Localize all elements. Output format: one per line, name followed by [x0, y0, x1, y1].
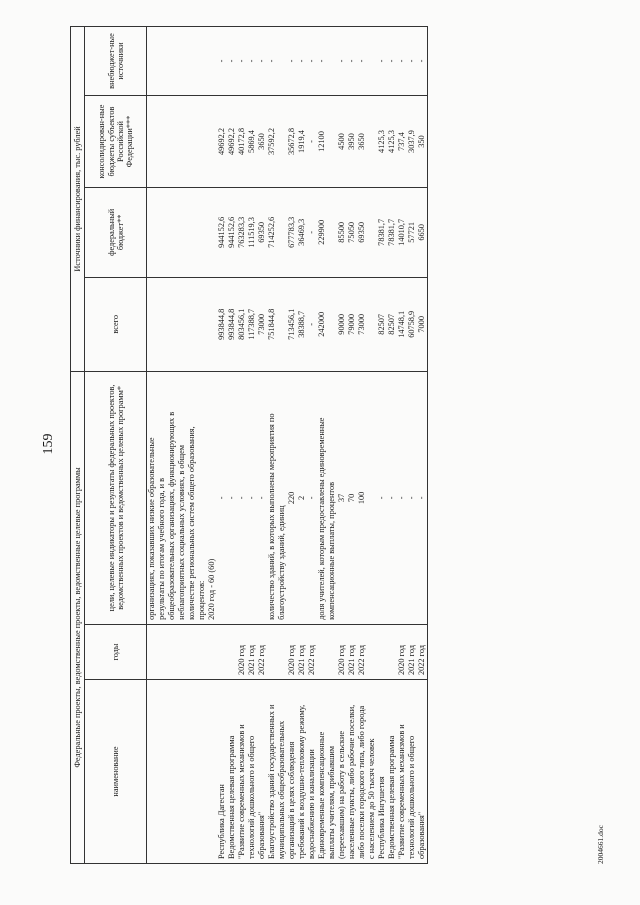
cell-total [197, 277, 207, 371]
table-row [237, 27, 247, 864]
cell-year [227, 624, 237, 679]
table-row [287, 27, 297, 864]
cell-federal: 85500 [337, 188, 347, 278]
cell-regional [327, 96, 337, 188]
cell-year [267, 624, 277, 679]
cell-federal: 57721 [407, 188, 417, 278]
cell-extrabudget [207, 27, 217, 96]
cell-extrabudget: - [287, 27, 297, 96]
cell-total: 117388,7 [247, 277, 257, 371]
cell-regional [167, 96, 177, 188]
cell-name: образования" [417, 680, 428, 864]
cell-indicator: 2020 год - 60 (60) [207, 371, 217, 624]
cell-total: 79000 [347, 277, 357, 371]
header-regional: консолидирован-ные бюджеты субъектов Российской Федерации*** [85, 96, 147, 188]
table-row [147, 27, 158, 864]
cell-year [277, 624, 287, 679]
cell-indicator: - [307, 371, 317, 624]
cell-federal: 677783,3 [287, 188, 297, 278]
cell-year [207, 624, 217, 679]
cell-extrabudget: - [297, 27, 307, 96]
cell-name: либо поселки городского типа, либо города [357, 680, 367, 864]
cell-total: 90000 [337, 277, 347, 371]
cell-total [277, 277, 287, 371]
cell-federal: 763283,3 [237, 188, 247, 278]
table-row [197, 27, 207, 864]
cell-indicator: - [227, 371, 237, 624]
cell-federal [167, 188, 177, 278]
cell-name: Ведомственная целевая программа [387, 680, 397, 864]
cell-regional: 5869,4 [247, 96, 257, 188]
cell-indicator: количество зданий, в которых выполнены мероприятия по [267, 371, 277, 624]
header-name: наименование [85, 680, 147, 864]
cell-indicator: - [417, 371, 428, 624]
cell-federal: 75050 [347, 188, 357, 278]
header-years: годы [85, 624, 147, 679]
cell-extrabudget: - [337, 27, 347, 96]
cell-indicator: - [377, 371, 387, 624]
cell-name: населенные пункты, либо рабочие поселки, [347, 680, 357, 864]
cell-extrabudget [277, 27, 287, 96]
cell-name: "Развитие современных механизмов и [237, 680, 247, 864]
table-row [397, 27, 407, 864]
cell-year [367, 624, 377, 679]
table-row [307, 27, 317, 864]
table-row [327, 27, 337, 864]
cell-regional: 3950 [347, 96, 357, 188]
cell-name: Ведомственная целевая программа [227, 680, 237, 864]
cell-extrabudget: - [257, 27, 267, 96]
cell-year [177, 624, 187, 679]
cell-regional [177, 96, 187, 188]
cell-federal [147, 188, 158, 278]
cell-indicator: 100 [357, 371, 367, 624]
cell-total [207, 277, 217, 371]
cell-indicator: 2 [297, 371, 307, 624]
cell-indicator: - [237, 371, 247, 624]
cell-total: 993844,8 [227, 277, 237, 371]
cell-extrabudget: - [317, 27, 327, 96]
cell-year: 2022 год [417, 624, 428, 679]
cell-name: Благоустройство зданий государственных и [267, 680, 277, 864]
cell-regional: 3650 [357, 96, 367, 188]
cell-extrabudget [327, 27, 337, 96]
cell-name: "Развитие современных механизмов и [397, 680, 407, 864]
header-group-financing: Источники финансирования, тыс. рублей [71, 27, 85, 372]
cell-year: 2022 год [307, 624, 317, 679]
cell-total: 82507 [387, 277, 397, 371]
cell-indicator: организациях, показавших низкие образовательные [147, 371, 158, 624]
cell-extrabudget: - [247, 27, 257, 96]
cell-indicator: 70 [347, 371, 357, 624]
cell-total: 242000 [317, 277, 327, 371]
cell-extrabudget [187, 27, 197, 96]
cell-indicator: - [407, 371, 417, 624]
cell-total: 73000 [357, 277, 367, 371]
cell-year [387, 624, 397, 679]
cell-federal: 714252,6 [267, 188, 277, 278]
cell-total: 14748,1 [397, 277, 407, 371]
cell-extrabudget [167, 27, 177, 96]
table-row [297, 27, 307, 864]
cell-total: 713456,1 [287, 277, 297, 371]
cell-extrabudget: - [377, 27, 387, 96]
table-row [387, 27, 397, 864]
cell-indicator [367, 371, 377, 624]
cell-total: 73000 [257, 277, 267, 371]
cell-year: 2020 год [287, 624, 297, 679]
cell-indicator: - [217, 371, 227, 624]
cell-year [327, 624, 337, 679]
table-body [147, 27, 428, 864]
cell-federal: 944152,6 [227, 188, 237, 278]
cell-extrabudget [177, 27, 187, 96]
cell-name: технологий дошкольного и общего [247, 680, 257, 864]
cell-year [217, 624, 227, 679]
cell-name [207, 680, 217, 864]
cell-regional: 49692,2 [227, 96, 237, 188]
table-row [337, 27, 347, 864]
cell-name [147, 680, 158, 864]
cell-year [167, 624, 177, 679]
table-row [317, 27, 327, 864]
cell-federal [197, 188, 207, 278]
cell-regional: 49692,2 [217, 96, 227, 188]
table-row [267, 27, 277, 864]
table-row [247, 27, 257, 864]
cell-name: с населением до 50 тысяч человек [367, 680, 377, 864]
cell-total [327, 277, 337, 371]
footer-doc-code: 2004661.doc [596, 825, 606, 864]
cell-total: 751844,8 [267, 277, 277, 371]
table-row [167, 27, 177, 864]
cell-total: 7000 [417, 277, 428, 371]
cell-federal: 229900 [317, 188, 327, 278]
cell-regional: 4125,3 [387, 96, 397, 188]
table-row [207, 27, 217, 864]
cell-name [177, 680, 187, 864]
cell-name [157, 680, 167, 864]
cell-year [187, 624, 197, 679]
cell-year: 2021 год [347, 624, 357, 679]
table-row [257, 27, 267, 864]
cell-regional [277, 96, 287, 188]
cell-total [177, 277, 187, 371]
cell-indicator: - [257, 371, 267, 624]
cell-federal: 6650 [417, 188, 428, 278]
cell-regional: 37592,2 [267, 96, 277, 188]
table-row [357, 27, 367, 864]
cell-regional: 1919,4 [297, 96, 307, 188]
cell-extrabudget: - [397, 27, 407, 96]
cell-indicator: компенсационные выплаты, процентов [327, 371, 337, 624]
cell-name: муниципальных общеобразовательных [277, 680, 287, 864]
cell-regional: 737,4 [397, 96, 407, 188]
cell-federal: 69350 [357, 188, 367, 278]
table-row [277, 27, 287, 864]
cell-federal: 78381,7 [387, 188, 397, 278]
cell-regional [197, 96, 207, 188]
cell-regional: 3650 [257, 96, 267, 188]
cell-federal [157, 188, 167, 278]
rotated-landscape-page [40, 24, 606, 864]
table-row [157, 27, 167, 864]
cell-extrabudget: - [417, 27, 428, 96]
cell-regional: 40172,8 [237, 96, 247, 188]
cell-regional: 4500 [337, 96, 347, 188]
cell-indicator: благоустройству зданий, единиц [277, 371, 287, 624]
cell-indicator: общеобразовательных организациях, функционирующих в [167, 371, 177, 624]
cell-extrabudget: - [267, 27, 277, 96]
cell-name: Республика Ингушетия [377, 680, 387, 864]
cell-year: 2021 год [407, 624, 417, 679]
table-row [417, 27, 428, 864]
cell-extrabudget [157, 27, 167, 96]
cell-federal: 36469,3 [297, 188, 307, 278]
cell-year [317, 624, 327, 679]
header-extrabudget: внебюджет-ные источники [85, 27, 147, 96]
page-number: 159 [41, 433, 56, 455]
cell-year [197, 624, 207, 679]
cell-name: требований к воздушно-тепловому режиму, [297, 680, 307, 864]
cell-extrabudget [367, 27, 377, 96]
cell-federal [207, 188, 217, 278]
cell-year: 2022 год [257, 624, 267, 679]
cell-indicator: - [247, 371, 257, 624]
cell-federal: 14010,7 [397, 188, 407, 278]
cell-extrabudget: - [407, 27, 417, 96]
cell-indicator: количестве региональных систем общего образования, [187, 371, 197, 624]
cell-federal [367, 188, 377, 278]
table-row [377, 27, 387, 864]
cell-indicator: 37 [337, 371, 347, 624]
header-federal: федеральный бюджет** [85, 188, 147, 278]
cell-extrabudget: - [387, 27, 397, 96]
cell-federal: 944152,6 [217, 188, 227, 278]
cell-indicator: - [397, 371, 407, 624]
table-row [177, 27, 187, 864]
header-total: всего [85, 277, 147, 371]
financing-table [70, 26, 428, 864]
cell-name [187, 680, 197, 864]
cell-extrabudget [197, 27, 207, 96]
table-row [407, 27, 417, 864]
cell-indicator: неблагоприятных социальных условиях, в общем [177, 371, 187, 624]
cell-regional: 4125,3 [377, 96, 387, 188]
cell-name: Единовременные компенсационные [317, 680, 327, 864]
cell-year: 2020 год [337, 624, 347, 679]
cell-name [167, 680, 177, 864]
cell-federal: - [307, 188, 317, 278]
cell-year: 2020 год [237, 624, 247, 679]
cell-indicator: результаты по итогам учебного года, и в [157, 371, 167, 624]
cell-name: Республика Дагестан [217, 680, 227, 864]
cell-total: 60758,9 [407, 277, 417, 371]
cell-name: образования" [257, 680, 267, 864]
cell-regional [157, 96, 167, 188]
cell-year: 2020 год [397, 624, 407, 679]
cell-extrabudget: - [357, 27, 367, 96]
cell-total [187, 277, 197, 371]
table-row [367, 27, 377, 864]
cell-year [157, 624, 167, 679]
cell-total: 82507 [377, 277, 387, 371]
cell-name [197, 680, 207, 864]
cell-year [377, 624, 387, 679]
cell-total: 38388,7 [297, 277, 307, 371]
cell-federal [187, 188, 197, 278]
cell-regional: 12100 [317, 96, 327, 188]
cell-extrabudget [147, 27, 158, 96]
cell-extrabudget: - [237, 27, 247, 96]
cell-indicator: 220 [287, 371, 297, 624]
cell-total [147, 277, 158, 371]
cell-federal: 78381,7 [377, 188, 387, 278]
cell-regional: 350 [417, 96, 428, 188]
cell-name: организаций в целях соблюдения [287, 680, 297, 864]
cell-year: 2021 год [247, 624, 257, 679]
cell-indicator: процентов: [197, 371, 207, 624]
cell-regional [367, 96, 377, 188]
cell-year: 2022 год [357, 624, 367, 679]
table-row [347, 27, 357, 864]
table-row [227, 27, 237, 864]
cell-name: (переехавшим) на работу в сельские [337, 680, 347, 864]
cell-extrabudget: - [307, 27, 317, 96]
cell-name: технологий дошкольного и общего [407, 680, 417, 864]
cell-indicator: - [387, 371, 397, 624]
cell-year: 2021 год [297, 624, 307, 679]
header-indicators: цели, целевые индикаторы и результаты федеральных проектов, ведомственных проектов и ведомственных целевых программ* [85, 371, 147, 624]
table-row [217, 27, 227, 864]
cell-year [147, 624, 158, 679]
cell-regional: 3037,9 [407, 96, 417, 188]
cell-federal [327, 188, 337, 278]
table-row [187, 27, 197, 864]
cell-federal [277, 188, 287, 278]
cell-total [157, 277, 167, 371]
cell-total: 993844,8 [217, 277, 227, 371]
cell-regional [207, 96, 217, 188]
cell-federal: 111519,3 [247, 188, 257, 278]
cell-total [167, 277, 177, 371]
cell-indicator: доля учителей, которым предоставлены единовременные [317, 371, 327, 624]
cell-total: - [307, 277, 317, 371]
cell-regional: - [307, 96, 317, 188]
cell-regional: 35672,8 [287, 96, 297, 188]
cell-extrabudget: - [347, 27, 357, 96]
cell-extrabudget: - [217, 27, 227, 96]
cell-total: 803456,1 [237, 277, 247, 371]
cell-regional [187, 96, 197, 188]
cell-total [367, 277, 377, 371]
cell-regional [147, 96, 158, 188]
header-group-projects: Федеральные проекты, ведомственные проекты, ведомственные целевые программы [71, 371, 85, 863]
cell-federal: 69350 [257, 188, 267, 278]
cell-extrabudget: - [227, 27, 237, 96]
cell-name: выплаты учителям, прибывшим [327, 680, 337, 864]
cell-name: водоснабжению и канализации [307, 680, 317, 864]
cell-federal [177, 188, 187, 278]
